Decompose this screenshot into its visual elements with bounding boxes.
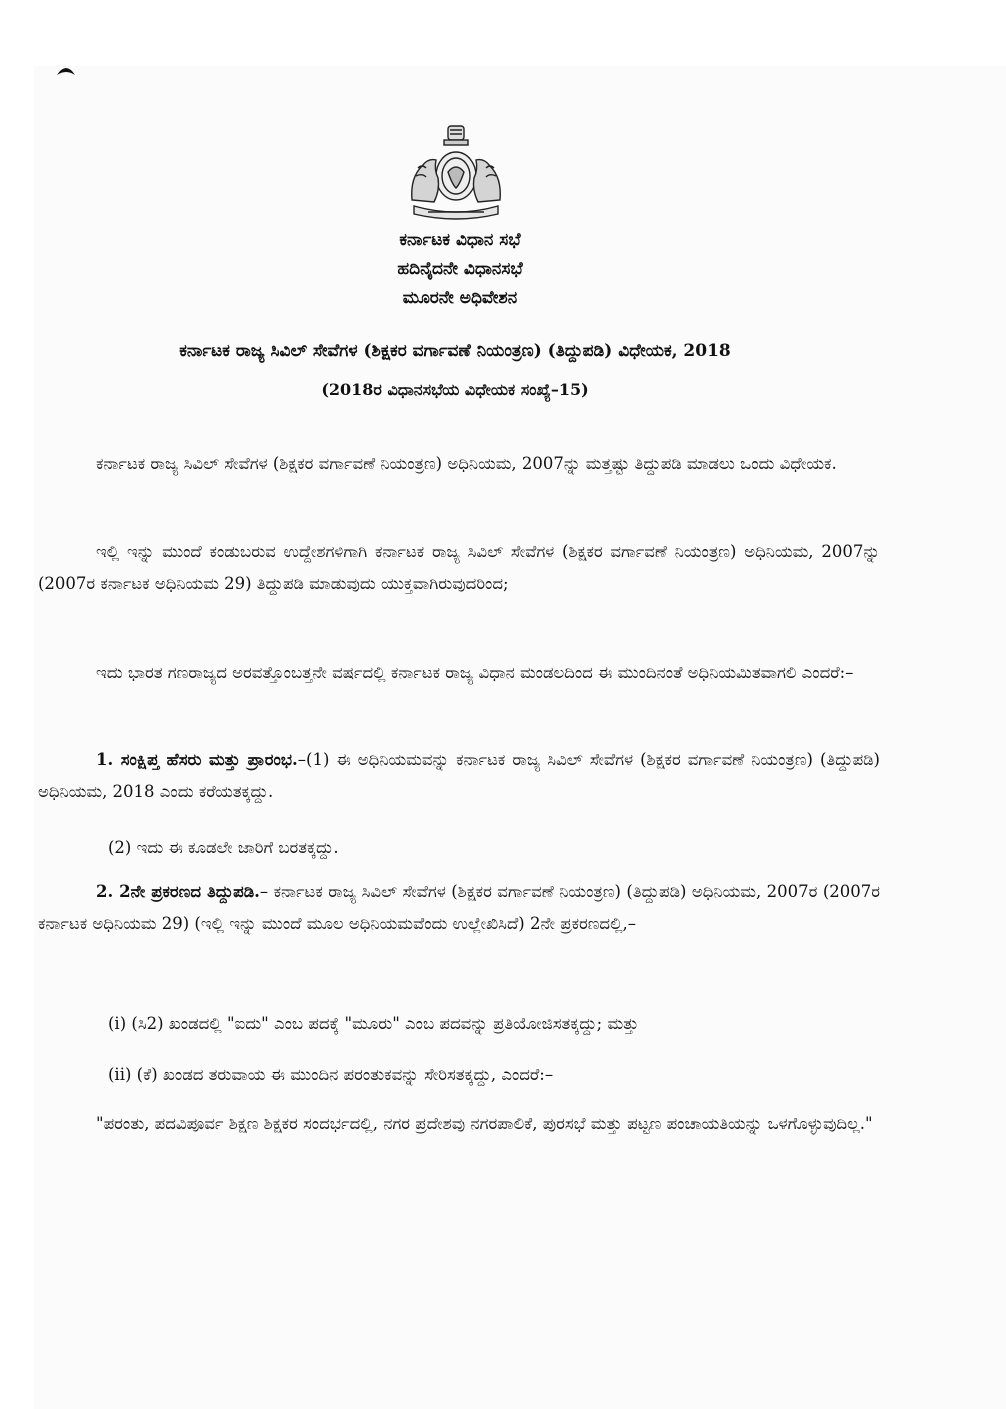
section-2-paragraph xyxy=(38,876,880,940)
section-1-text: –(1) ಈ ಅಧಿನಿಯಮವನ್ನು ಕರ್ನಾಟಕ ರಾಜ್ಯ ಸಿವಿಲ್ ಸೇವೆಗಳ (ಶಿಕ್ಷಕರ ವರ್ಗಾವಣೆ ನಿಯಂತ್ರಣ) (ತಿದ್ದುಪಡಿ) ಅಧಿನಿಯಮ, 2018 ಎಂದು ಕರೆಯತಕ್ಕದ್ದು. xyxy=(38,750,880,801)
karnataka-state-emblem-icon xyxy=(404,122,508,226)
clause-i: (i) (ಸಿ2) ಖಂಡದಲ್ಲಿ "ಐದು" ಎಂಬ ಪದಕ್ಕೆ "ಮೂರು" ಎಂಬ ಪದವನ್ನು ಪ್ರತಿಯೋಜಿಸತಕ್ಕದ್ದು; ಮತ್ತು xyxy=(108,1014,639,1033)
bill-number: (2018ರ ವಿಧಾನಸಭೆಯ ವಿಧೇಯಕ ಸಂಖ್ಯೆ–15) xyxy=(321,380,589,399)
whereas-paragraph: ಇಲ್ಲಿ ಇನ್ನು ಮುಂದೆ ಕಂಡುಬರುವ ಉದ್ದೇಶಗಳಿಗಾಗಿ ಕರ್ನಾಟಕ ರಾಜ್ಯ ಸಿವಿಲ್ ಸೇವೆಗಳ (ಶಿಕ್ಷಕರ ವರ್ಗಾವಣೆ ನಿಯಂತ್ರಣ) ಅಧಿನಿಯಮ, 2007ನ್ನು (2007ರ ಕರ್ನಾಟಕ ಅಧಿನಿಯಮ 29) ತಿದ್ದುಪಡಿ ಮಾಡುವುದು ಯುಕ್ತವಾಗಿರುವುದರಿಂದ; xyxy=(38,542,880,593)
section-2-text: – ಕರ್ನಾಟಕ ರಾಜ್ಯ ಸಿವಿಲ್ ಸೇವೆಗಳ (ಶಿಕ್ಷಕರ ವರ್ಗಾವಣೆ ನಿಯಂತ್ರಣ) (ತಿದ್ದುಪಡಿ) ಅಧಿನಿಯಮ, 2007ರ (2007ರ ಕರ್ನಾಟಕ ಅಧಿನಿಯಮ 29) (ಇಲ್ಲಿ ಇನ್ನು ಮುಂದೆ ಮೂಲ ಅಧಿನಿಯಮವೆಂದು ಉಲ್ಲೇಖಿಸಿದೆ) 2ನೇ ಪ್ರಕರಣದಲ್ಲಿ,– xyxy=(38,882,880,933)
scan-margin xyxy=(0,0,34,1409)
intro-paragraph: ಕರ್ನಾಟಕ ರಾಜ್ಯ ಸಿವಿಲ್ ಸೇವೆಗಳ (ಶಿಕ್ಷಕರ ವರ್ಗಾವಣೆ ನಿಯಂತ್ರಣ) ಅಧಿನಿಯಮ, 2007ನ್ನು ಮತ್ತಷ್ಟು ತಿದ್ದುಪಡಿ ಮಾಡಲು ಒಂದು ವಿಧೇಯಕ. xyxy=(96,454,837,473)
header-line-3: ಮೂರನೇ ಅಧಿವೇಶನ xyxy=(402,288,518,308)
clause-ii: (ii) (ಕೆ) ಖಂಡದ ತರುವಾಯ ಈ ಮುಂದಿನ ಪರಂತುಕವನ್ನು ಸೇರಿಸತಕ್ಕದ್ದು, ಎಂದರೆ:– xyxy=(108,1065,554,1084)
section-1-subsection-2: (2) ಇದು ಈ ಕೂಡಲೇ ಜಾರಿಗೆ ಬರತಕ್ಕದ್ದು. xyxy=(108,838,339,857)
header-line-1: ಕರ್ನಾಟಕ ವಿಧಾನ ಸಭೆ xyxy=(399,230,521,250)
section-2-heading: 2. 2ನೇ ಪ್ರಕರಣದ ತಿದ್ದುಪಡಿ. xyxy=(96,882,260,901)
assembly-header xyxy=(300,226,620,313)
enacting-paragraph: ಇದು ಭಾರತ ಗಣರಾಜ್ಯದ ಅರವತ್ತೊಂಬತ್ತನೇ ವರ್ಷದಲ್ಲಿ ಕರ್ನಾಟಕ ರಾಜ್ಯ ವಿಧಾನ ಮಂಡಲದಿಂದ ಈ ಮುಂದಿನಂತೆ ಅಧಿನಿಯಮಿತವಾಗಲಿ ಎಂದರೆ:– xyxy=(96,663,854,682)
section-1-paragraph xyxy=(38,744,880,808)
section-1-heading: 1. ಸಂಕ್ಷಿಪ್ತ ಹೆಸರು ಮತ್ತು ಪ್ರಾರಂಭ. xyxy=(96,750,298,769)
proviso-paragraph: "ಪರಂತು, ಪದವಿಪೂರ್ವ ಶಿಕ್ಷಣ ಶಿಕ್ಷಕರ ಸಂದರ್ಭದಲ್ಲಿ, ನಗರ ಪ್ರದೇಶವು ನಗರಪಾಲಿಕೆ, ಪುರಸಭೆ ಮತ್ತು ಪಟ್ಟಣ ಪಂಚಾಯತಿಯನ್ನು ಒಳಗೊಳ್ಳುವುದಿಲ್ಲ." xyxy=(96,1114,873,1133)
corner-mark-icon xyxy=(56,64,76,76)
header-line-2: ಹದಿನೈದನೇ ವಿಧಾನಸಭೆ xyxy=(397,259,523,279)
bill-title: ಕರ್ನಾಟಕ ರಾಜ್ಯ ಸಿವಿಲ್ ಸೇವೆಗಳ (ಶಿಕ್ಷಕರ ವರ್ಗಾವಣೆ ನಿಯಂತ್ರಣ) (ತಿದ್ದುಪಡಿ) ವಿಧೇಯಕ, 2018 xyxy=(179,341,731,361)
